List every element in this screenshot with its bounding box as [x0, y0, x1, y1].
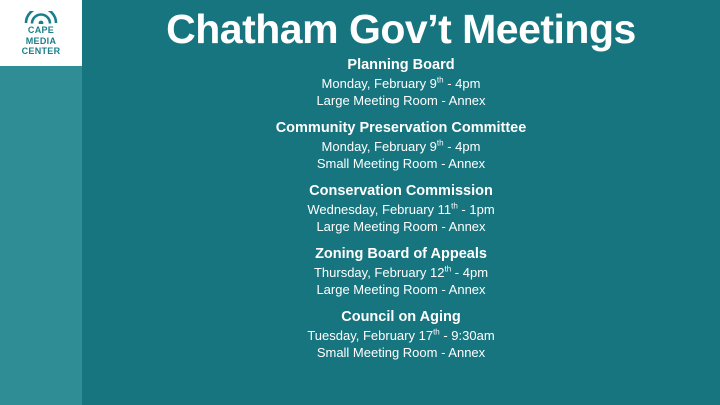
meeting-datetime: [82, 138, 720, 155]
list-item: [82, 56, 720, 109]
meeting-time: - 9:30am: [439, 328, 495, 343]
meeting-name: Planning Board: [347, 57, 455, 73]
meeting-list: [82, 56, 720, 371]
meeting-location: Small Meeting Room - Annex: [316, 156, 486, 171]
meeting-location: Large Meeting Room - Annex: [316, 93, 486, 108]
meeting-day: Monday, February 9: [321, 76, 437, 91]
list-item: [82, 308, 720, 361]
meeting-name: Council on Aging: [341, 309, 461, 325]
meeting-datetime: [82, 201, 720, 218]
meeting-time: - 4pm: [451, 265, 489, 280]
meeting-day-ordinal: th: [433, 327, 440, 337]
logo-line-2: MEDIA: [25, 35, 57, 46]
list-item: [82, 182, 720, 235]
meeting-datetime: [82, 264, 720, 281]
meeting-time: - 4pm: [443, 139, 481, 154]
meeting-location: Small Meeting Room - Annex: [316, 345, 486, 360]
meeting-name: Zoning Board of Appeals: [315, 246, 487, 262]
meeting-day: Wednesday, February 11: [307, 202, 452, 217]
meeting-day: Thursday, February 12: [313, 265, 445, 280]
meeting-location: Large Meeting Room - Annex: [316, 219, 486, 234]
meeting-datetime: [82, 327, 720, 344]
meeting-location: Large Meeting Room - Annex: [316, 282, 486, 297]
meeting-datetime: [82, 75, 720, 92]
meeting-day-ordinal: th: [436, 75, 444, 85]
list-item: [82, 119, 720, 172]
meeting-day-ordinal: th: [436, 138, 444, 148]
logo-line-1: CAPE: [27, 25, 55, 36]
page-title: Chatham Gov’t Meetings: [166, 6, 636, 52]
meeting-day: Tuesday, February 17: [307, 328, 434, 343]
signal-arc-icon: [24, 11, 58, 24]
logo-line-3: CENTER: [21, 46, 61, 57]
meeting-day-ordinal: th: [451, 201, 458, 211]
meeting-time: - 1pm: [457, 202, 495, 217]
meeting-name: Conservation Commission: [309, 183, 493, 199]
meeting-time: - 4pm: [443, 76, 481, 91]
cape-media-center-logo: [0, 0, 82, 66]
list-item: [82, 245, 720, 298]
meeting-name: Community Preservation Committee: [275, 120, 527, 136]
meeting-day-ordinal: th: [444, 264, 452, 274]
meeting-day: Monday, February 9: [321, 139, 437, 154]
